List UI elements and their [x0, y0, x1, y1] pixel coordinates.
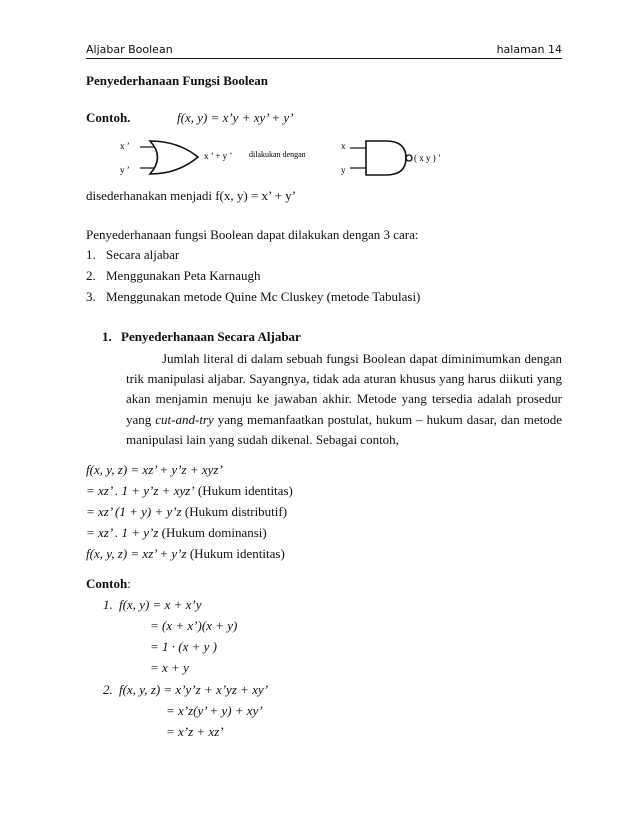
example-label: Contoh.	[86, 110, 131, 125]
method-text-2: Menggunakan Peta Karnaugh	[106, 268, 261, 283]
nand-input-1: x	[341, 141, 346, 151]
derivation-line-5: f(x, y, z) = xz’ + y’z (Hukum identitas)	[86, 546, 285, 561]
method-num-3: 3.	[86, 289, 96, 304]
example1-line-2: = (x + x’)(x + y)	[150, 618, 238, 633]
derivation-line-4: = xz’ . 1 + y’z (Hukum dominansi)	[86, 525, 267, 540]
derivation-line-1: f(x, y, z) = xz’ + y’z + xyz’	[86, 462, 223, 477]
or-output: x ’ + y ’	[204, 151, 233, 161]
page-header	[86, 38, 562, 59]
example2-number: 2.	[103, 682, 113, 697]
method-num-1: 1.	[86, 247, 96, 262]
paragraph-part2: yang memanfaatkan postulat, hukum – hukum dasar, dan metode manipulasi lain yang sudah dikenal. Sebagai contoh,	[126, 411, 562, 447]
subsection-title: Penyederhanaan Secara Aljabar	[121, 329, 301, 344]
example-formula: f(x, y) = x’y + xy’ + y’	[177, 110, 294, 125]
example1-line-4: = x + y	[150, 660, 189, 675]
nand-input-2: y	[341, 165, 346, 175]
diagram-note: dilakukan dengan	[249, 150, 306, 159]
header-title: Aljabar Boolean	[86, 43, 173, 56]
example1-line-3: = 1 · (x + y )	[150, 639, 217, 654]
section-title: Penyederhanaan Fungsi Boolean	[86, 73, 269, 88]
logic-diagram	[110, 135, 450, 183]
header-page-number: halaman 14	[496, 43, 562, 56]
intro-text: Penyederhanaan fungsi Boolean dapat dilakukan dengan 3 cara:	[86, 227, 419, 242]
paragraph-italic: cut-and-try	[155, 411, 214, 427]
body-paragraph	[126, 349, 562, 450]
example2-line-2: = x’z(y’ + y) + xy’	[166, 703, 263, 718]
derivation-line-3: = xz’ (1 + y) + y’z (Hukum distributif)	[86, 504, 288, 519]
derivation-line-2: = xz’ . 1 + y’z + xyz’ (Hukum identitas)	[86, 483, 293, 498]
example2-line-3: = x’z + xz’	[166, 724, 224, 739]
nand-gate-symbol	[350, 141, 412, 175]
nand-output: ( x y ) ’	[414, 153, 441, 163]
subsection-number: 1.	[102, 329, 112, 344]
simplified-result: disederhanakan menjadi f(x, y) = x’ + y’	[86, 188, 297, 203]
example1-line-1: f(x, y) = x + x’y	[119, 597, 202, 612]
or-input-1: x ’	[120, 141, 130, 151]
example1-number: 1.	[103, 597, 113, 612]
or-gate-symbol	[140, 141, 198, 174]
or-input-2: y ’	[120, 165, 130, 175]
example2-line-1: f(x, y, z) = x’y’z + x’yz + xy’	[119, 682, 269, 697]
method-text-3: Menggunakan metode Quine Mc Cluskey (metode Tabulasi)	[106, 289, 421, 304]
examples-heading: Contoh:	[86, 576, 131, 591]
paragraph-part1: Jumlah literal di dalam sebuah fungsi Boolean dapat diminimumkan dengan trik manipulasi aljabar. Sayangnya, tidak ada aturan khusus yang harus diikuti yang akan menjamin menuju ke jawaban akhir. Metode yang tersedia adalah prosedur yang	[126, 351, 562, 427]
method-num-2: 2.	[86, 268, 96, 283]
method-text-1: Secara aljabar	[106, 247, 180, 262]
